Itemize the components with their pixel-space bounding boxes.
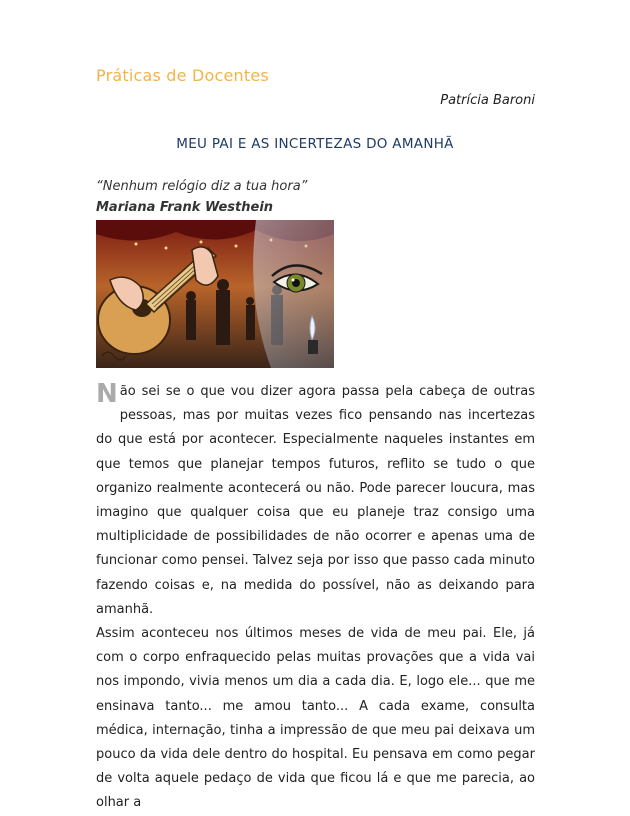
paragraph-1-text: ão sei se o que vou dizer agora passa pela cabeça de outras pessoas, mas por muitas vezes fico pensando nas incertezas do que está por acontecer. Especialmente naqueles instantes em que temos que planejar tempos futuros, reflito se tudo o que organizo realmente acontecerá ou não. Pode parecer loucura, mas imagino que qualquer coisa que eu planeje traz consigo uma multiplicidade de possibilidades de não ocorrer e apenas uma de funcionar como pensei. Talvez seja por isso que passo cada minuto fazendo coisas e, na medida do possível, não as deixando para amanhã.	[96, 384, 535, 617]
section-title: Práticas de Docentes	[96, 66, 269, 85]
paragraph-1	[96, 380, 535, 622]
drop-cap: N	[96, 379, 118, 409]
illustration-guitar-eye	[96, 220, 334, 368]
epigraph-author: Mariana Frank Westhein	[96, 200, 274, 215]
paragraph-2: Assim aconteceu nos últimos meses de vida de meu pai. Ele, já com o corpo enfraquecido pelas muitas provações que a vida vai nos impondo, vivia menos um dia a cada dia. E, logo ele... que me ensinava tanto... me amou tanto... A cada exame, consulta médica, internação, tinha a impressão de que meu pai deixava um pouco da vida dele dentro do hospital. Eu pensava em como pegar de volta aquele pedaço de vida que ficou lá e que me parecia, ao olhar a	[96, 626, 535, 811]
epigraph-quote: “Nenhum relógio diz a tua hora”	[96, 179, 308, 194]
article-author: Patrícia Baroni	[440, 93, 535, 108]
article-body	[96, 380, 535, 816]
page-title: MEU PAI E AS INCERTEZAS DO AMANHÃ	[176, 136, 454, 152]
